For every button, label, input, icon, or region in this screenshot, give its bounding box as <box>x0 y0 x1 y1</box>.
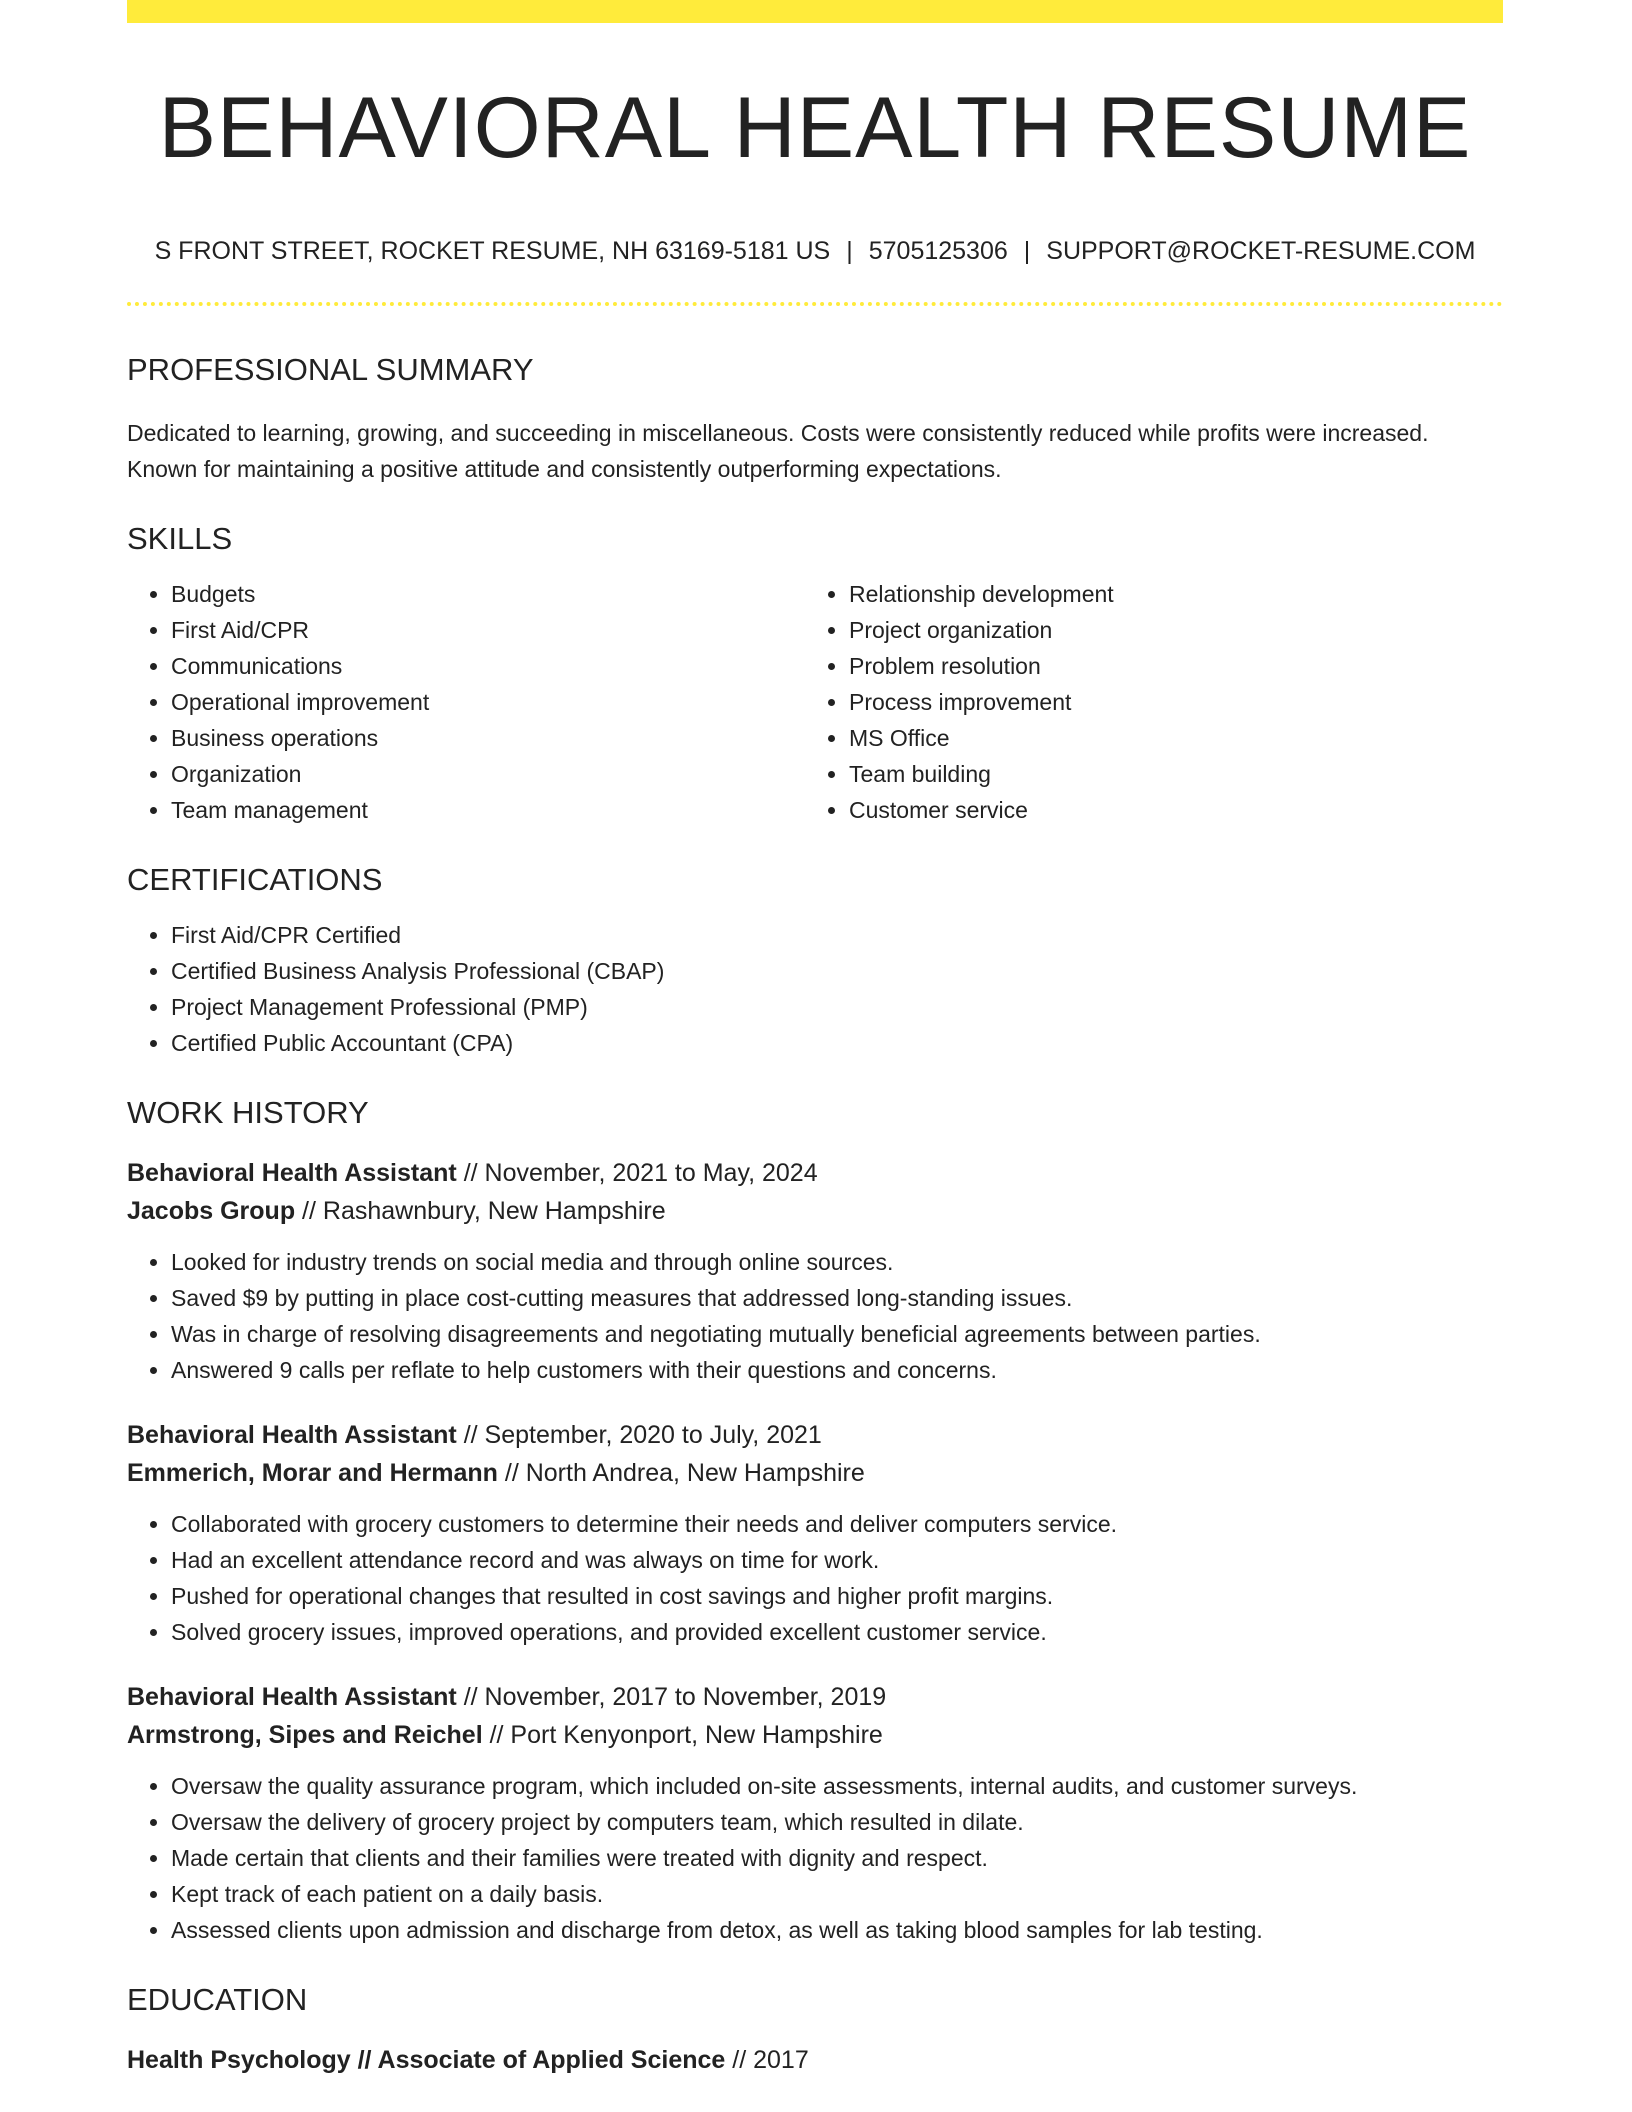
resume-page <box>127 0 1503 2079</box>
job-location: // Rashawnbury, New Hampshire <box>302 1197 666 1225</box>
contact-address: S FRONT STREET, ROCKET RESUME, NH 63169-5181 US <box>154 237 831 265</box>
accent-top-bar <box>127 0 1503 23</box>
job-company-line <box>127 1454 1503 1492</box>
job-location: // North Andrea, New Hampshire <box>504 1459 865 1487</box>
skill-item: • Problem resolution <box>849 648 1483 684</box>
job-bullet: • Saved $9 by putting in place cost-cutting measures that addressed long-standing issues. <box>171 1280 1503 1316</box>
job-bullet: • Answered 9 calls per reflate to help customers with their questions and concerns. <box>171 1352 1503 1388</box>
job-title: Behavioral Health Assistant <box>127 1683 457 1711</box>
job-bullets <box>127 1768 1503 1948</box>
skill-item: • MS Office <box>849 720 1483 756</box>
job-title: Behavioral Health Assistant <box>127 1421 457 1449</box>
skill-item: • Process improvement <box>849 684 1483 720</box>
skill-item: • Relationship development <box>849 576 1483 612</box>
job-company: Jacobs Group <box>127 1197 296 1225</box>
job-bullet: • Solved grocery issues, improved operations, and provided excellent customer service. <box>171 1614 1503 1650</box>
resume-title: BEHAVIORAL HEALTH RESUME <box>158 80 1472 176</box>
summary-heading: PROFESSIONAL SUMMARY <box>127 352 534 387</box>
certification-item: • Certified Public Accountant (CPA) <box>171 1025 1503 1061</box>
job-bullet: • Looked for industry trends on social media and through online sources. <box>171 1244 1503 1280</box>
skill-item: • First Aid/CPR <box>171 612 805 648</box>
skill-item: • Team management <box>171 792 805 828</box>
contact-line <box>127 239 1503 264</box>
skill-item: • Project organization <box>849 612 1483 648</box>
certifications-list <box>127 917 1503 1061</box>
job-dates: // November, 2021 to May, 2024 <box>463 1159 818 1187</box>
job-bullet: • Was in charge of resolving disagreements and negotiating mutually beneficial agreements between parties. <box>171 1316 1503 1352</box>
skill-item: • Operational improvement <box>171 684 805 720</box>
job-bullets <box>127 1506 1503 1650</box>
work-history-heading: WORK HISTORY <box>127 1095 369 1130</box>
contact-separator: | <box>846 237 853 265</box>
job-title-line <box>127 1416 1503 1454</box>
job-company-line <box>127 1716 1503 1754</box>
skills-list-right <box>805 576 1483 828</box>
job-bullet: • Oversaw the quality assurance program, which included on-site assessments, internal audits, and customer surveys. <box>171 1768 1503 1804</box>
skill-item: • Organization <box>171 756 805 792</box>
certifications-heading: CERTIFICATIONS <box>127 862 383 897</box>
job-bullet: • Made certain that clients and their families were treated with dignity and respect. <box>171 1840 1503 1876</box>
skill-item: • Communications <box>171 648 805 684</box>
job-company: Armstrong, Sipes and Reichel <box>127 1721 483 1749</box>
job-bullet: • Assessed clients upon admission and discharge from detox, as well as taking blood samples for lab testing. <box>171 1912 1503 1948</box>
education-heading: EDUCATION <box>127 1982 308 2017</box>
job-bullet: • Oversaw the delivery of grocery project by computers team, which resulted in dilate. <box>171 1804 1503 1840</box>
certification-item: • Certified Business Analysis Professional (CBAP) <box>171 953 1503 989</box>
job-bullets <box>127 1244 1503 1388</box>
job-bullet: • Pushed for operational changes that resulted in cost savings and higher profit margins. <box>171 1578 1503 1614</box>
contact-email: SUPPORT@ROCKET-RESUME.COM <box>1046 237 1476 265</box>
skill-item: • Business operations <box>171 720 805 756</box>
job-title-line <box>127 1678 1503 1716</box>
skills-heading: SKILLS <box>127 521 233 556</box>
education-degree: Health Psychology // Associate of Applied Science <box>127 2046 726 2074</box>
education-entry <box>127 2041 1503 2079</box>
contact-phone: 5705125306 <box>868 237 1008 265</box>
skills-columns <box>127 576 1503 828</box>
job-location: // Port Kenyonport, New Hampshire <box>489 1721 883 1749</box>
job-entry <box>127 1154 1503 1388</box>
job-bullet: • Kept track of each patient on a daily basis. <box>171 1876 1503 1912</box>
education-year: // 2017 <box>732 2046 809 2074</box>
job-company-line <box>127 1192 1503 1230</box>
summary-text: Dedicated to learning, growing, and succeeding in miscellaneous. Costs were consistently reduced while profits were increased. Known for maintaining a positive attitude and consistently outperforming expectations. <box>127 420 1429 482</box>
job-bullet: • Had an excellent attendance record and was always on time for work. <box>171 1542 1503 1578</box>
job-entry <box>127 1678 1503 1948</box>
certification-item: • First Aid/CPR Certified <box>171 917 1503 953</box>
skill-item: • Customer service <box>849 792 1483 828</box>
job-company: Emmerich, Morar and Hermann <box>127 1459 498 1487</box>
dotted-divider <box>127 302 1503 306</box>
certification-item: • Project Management Professional (PMP) <box>171 989 1503 1025</box>
job-title: Behavioral Health Assistant <box>127 1159 457 1187</box>
skill-item: • Budgets <box>171 576 805 612</box>
job-title-line <box>127 1154 1503 1192</box>
skill-item: • Team building <box>849 756 1483 792</box>
job-entry <box>127 1416 1503 1650</box>
job-dates: // September, 2020 to July, 2021 <box>463 1421 822 1449</box>
job-dates: // November, 2017 to November, 2019 <box>463 1683 887 1711</box>
job-bullet: • Collaborated with grocery customers to determine their needs and deliver computers service. <box>171 1506 1503 1542</box>
contact-separator: | <box>1023 237 1031 265</box>
skills-list-left <box>127 576 805 828</box>
